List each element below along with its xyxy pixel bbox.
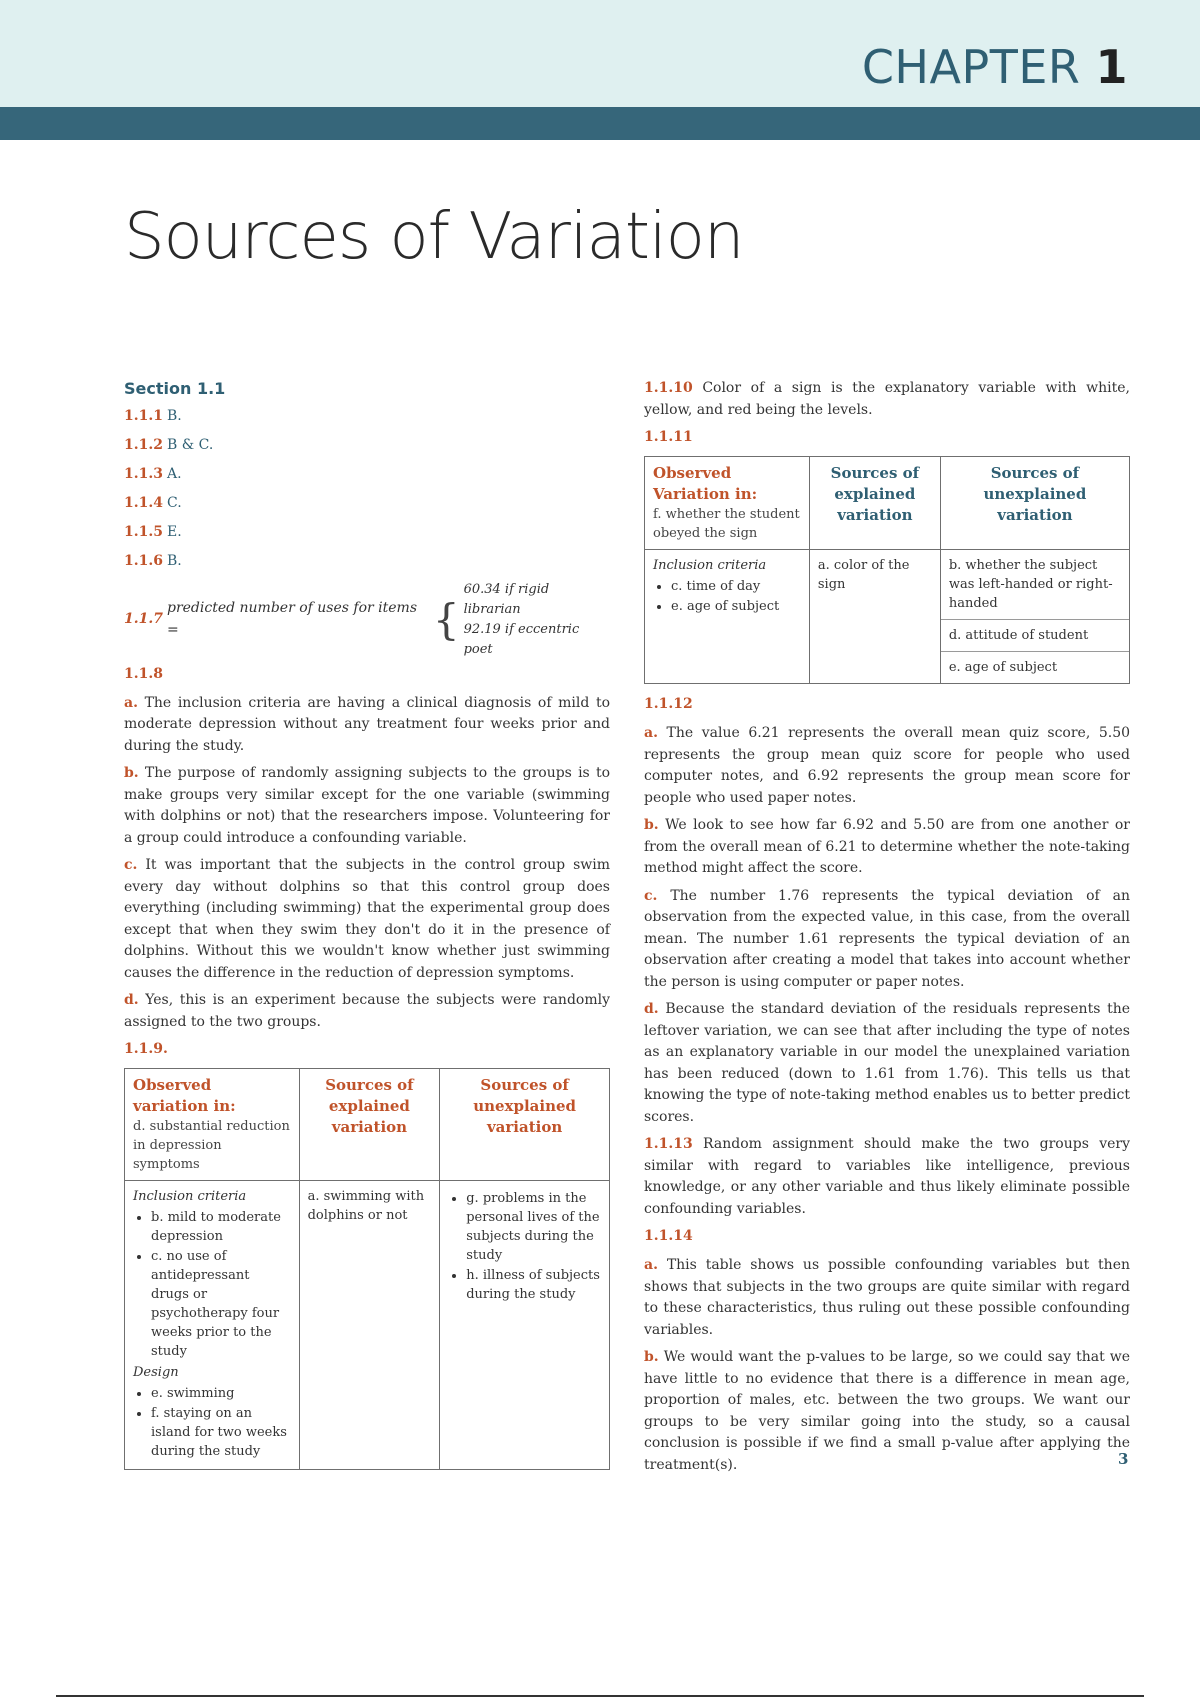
answer-text: It was important that the subjects in the control group swim every day without dolphins so that this control group does everything (including swimming) that the experimental group does except that when they swim they don't do it in the presence of dolphins. Without this we wouldn't know whether just swimming causes the difference in the reduction of depression symptoms. (124, 857, 610, 981)
unexplained-text: e. age of subject (948, 660, 1058, 675)
header-observed-title: Observed Variation in: (653, 464, 758, 503)
question-number: 1.1.2 (124, 436, 163, 453)
inclusion-list (653, 577, 801, 616)
cell-unexplained (440, 1181, 610, 1470)
answer-1-1-8-a (124, 693, 610, 758)
cell-criteria (645, 550, 810, 684)
question-number-1-1-12 (644, 694, 1130, 716)
header-explained (809, 457, 940, 550)
answer-text: The number 1.76 represents the typical deviation of an observation from the expected value, in this case, from the overall mean. The number 1.61 represents the typical deviation of an observation after creating a model that takes into account whether the person is using computer or paper notes. (644, 887, 1130, 990)
header-observed (125, 1069, 300, 1181)
question-number-1-1-9 (124, 1039, 610, 1061)
formula-case-2: 92.19 if eccentric poet (463, 621, 580, 657)
header-explained (299, 1069, 440, 1181)
answer-text: E. (166, 523, 182, 540)
chapter-label (862, 40, 1128, 94)
question-number: 1.1.6 (124, 552, 163, 569)
answer-1-1-6 (124, 551, 610, 573)
header-observed-sub: f. whether the student obeyed the sign (653, 507, 800, 541)
part-label: b. (124, 765, 139, 781)
answer-text: The value 6.21 represents the overall mean quiz score, 5.50 represents the group mean quiz score for people who used computer notes, and 6.92 represents the group mean score for people who used paper notes. (644, 725, 1131, 806)
answer-1-1-4 (124, 493, 610, 515)
list-item-text: b. mild to moderate depression (151, 1210, 281, 1244)
footer-rule (56, 1695, 1144, 1697)
answer-1-1-7-formula (124, 580, 610, 660)
answer-text: We would want the p-values to be large, so we could say that we have little to no evidence that there is a difference in mean age, proportion of males, etc. between the two groups. We want our groups to be very similar going into the study, so a causal conclusion is possible if we find a small p-value after applying the treatment(s). (644, 1349, 1131, 1473)
part-label: d. (644, 1001, 659, 1017)
list-item (466, 1189, 601, 1265)
answer-1-1-12-d (644, 999, 1130, 1128)
brace-symbol: { (432, 594, 460, 644)
answer-text: The inclusion criteria are having a clinical diagnosis of mild to moderate depression without any treatment four weeks prior and during the study. (124, 694, 610, 754)
question-number: 1.1.5 (124, 523, 163, 540)
answer-text: Random assignment should make the two groups very similar with regard to variables like intelligence, previous knowledge, or any other variable and thus likely eliminate possible confounding variables. (644, 1136, 1131, 1217)
list-item-text: e. swimming (151, 1386, 235, 1401)
variation-table-1-1-11 (644, 456, 1130, 684)
header-unexplained-title: Sources of unexplained variation (473, 1076, 577, 1136)
answer-1-1-2 (124, 435, 610, 457)
part-label: a. (124, 694, 138, 711)
table-header-row (645, 457, 1130, 550)
answer-1-1-3 (124, 464, 610, 486)
question-number: 1.1.4 (124, 494, 163, 511)
question-number: 1.1.11 (644, 429, 693, 445)
answer-1-1-12-a (644, 723, 1130, 809)
header-explained-title: Sources of explained variation (325, 1076, 414, 1136)
list-item (671, 597, 801, 616)
answer-text: This table shows us possible confounding variables but then shows that subjects in the two groups are quite similar with regard to these characteristics, thus ruling out these possible confounding variables. (644, 1257, 1131, 1338)
answer-text: B & C. (166, 436, 214, 453)
part-label: c. (644, 887, 658, 904)
formula-case-1: 60.34 if rigid librarian (463, 581, 550, 617)
cell-divider (941, 651, 1129, 652)
inclusion-label: Inclusion criteria (133, 1189, 247, 1204)
variation-table-1-1-9 (124, 1068, 610, 1470)
part-label: a. (644, 1257, 658, 1273)
answer-1-1-12-c (644, 886, 1130, 994)
header-unexplained-title: Sources of unexplained variation (983, 464, 1087, 524)
question-number: 1.1.1 (124, 407, 163, 424)
list-item-text: e. age of subject (671, 599, 780, 614)
design-list (133, 1384, 291, 1461)
table-row (125, 1181, 610, 1470)
question-number: 1.1.14 (644, 1228, 693, 1244)
header-unexplained (440, 1069, 610, 1181)
question-number: 1.1.3 (124, 465, 163, 482)
design-label: Design (133, 1365, 179, 1380)
list-item (151, 1208, 291, 1246)
answer-1-1-10 (644, 378, 1130, 421)
header-observed (645, 457, 810, 550)
question-number: 1.1.9. (124, 1041, 168, 1057)
list-item (466, 1266, 601, 1304)
answer-text: Yes, this is an experiment because the subjects were randomly assigned to the two groups. (124, 992, 610, 1030)
part-label: d. (124, 992, 139, 1008)
table-row (645, 550, 1130, 684)
header-explained-title: Sources of explained variation (830, 464, 920, 524)
inclusion-list (133, 1208, 291, 1361)
right-column (644, 378, 1130, 1482)
list-item-text: h. illness of subjects during the study (466, 1268, 600, 1302)
answer-text: The purpose of randomly assigning subjects to the groups is to make groups very similar except for the one variable (swimming with dolphins or not) that the researchers impose. Volunteering for a group could introduce a confounding variable. (124, 765, 611, 846)
table-header-row (125, 1069, 610, 1181)
list-item (151, 1247, 291, 1361)
question-number: 1.1.13 (644, 1136, 693, 1152)
answer-1-1-12-b (644, 815, 1130, 880)
answer-1-1-13 (644, 1134, 1130, 1220)
page-number: 3 (1118, 1450, 1129, 1468)
list-item (151, 1404, 291, 1461)
part-label: a. (644, 725, 658, 741)
header-unexplained (940, 457, 1129, 550)
question-number: 1.1.12 (644, 696, 693, 712)
chapter-word: CHAPTER (861, 40, 1081, 94)
answer-text: We look to see how far 6.92 and 5.50 are from one another or from the overall mean of 6.21 to determine whether the note-taking method might affect the score. (644, 817, 1131, 876)
section-heading: Section 1.1 (124, 379, 226, 398)
answer-1-1-8-c (124, 855, 610, 984)
question-number: 1.1.7 (124, 610, 163, 627)
explained-text: a. color of the sign (817, 558, 910, 592)
left-column (124, 378, 610, 1480)
list-item (151, 1384, 291, 1403)
answer-1-1-14-a (644, 1255, 1130, 1341)
formula-lhs: predicted number of uses for items = (166, 600, 418, 638)
unexplained-list (448, 1189, 601, 1304)
cell-unexplained (940, 550, 1129, 684)
answer-1-1-8-b (124, 763, 610, 849)
unexplained-text: d. attitude of student (948, 628, 1089, 643)
answer-text: Color of a sign is the explanatory variable with white, yellow, and red being the levels. (644, 380, 1130, 418)
formula-cases (464, 580, 610, 660)
answer-1-1-14-b (644, 1347, 1130, 1476)
list-item-text: c. no use of antidepressant drugs or psychotherapy four weeks prior to the study (151, 1249, 280, 1359)
answer-text: A. (166, 465, 182, 482)
question-number: 1.1.8 (124, 665, 163, 682)
cell-criteria (125, 1181, 300, 1470)
part-label: b. (644, 817, 659, 833)
part-label: c. (124, 857, 138, 873)
chapter-number: 1 (1095, 40, 1128, 94)
answer-text: B. (166, 552, 182, 569)
header-observed-sub: d. substantial reduction in depression symptoms (133, 1119, 290, 1172)
unexplained-text: b. whether the subject was left-handed or right-handed (948, 558, 1113, 611)
chapter-header-bar (0, 107, 1200, 140)
list-item-text: f. staying on an island for two weeks during the study (151, 1406, 287, 1459)
header-observed-title: Observed variation in: (133, 1076, 236, 1115)
answer-text: B. (166, 407, 182, 424)
page-title: Sources of Variation (124, 200, 744, 274)
question-number-1-1-8 (124, 664, 610, 686)
answer-1-1-8-d (124, 990, 610, 1033)
cell-explained (809, 550, 940, 684)
list-item-text: c. time of day (671, 579, 761, 594)
explained-text: a. swimming with dolphins or not (307, 1189, 425, 1223)
part-label: b. (644, 1349, 659, 1365)
answer-text: Because the standard deviation of the residuals represents the leftover variation, we can see that after including the type of notes as an explanatory variable in our model the unexplained variation has been reduced (down to 1.61 from 1.76). This tells us that knowing the type of note-taking method enables us to better predict scores. (644, 1001, 1130, 1125)
question-number-1-1-11 (644, 427, 1130, 449)
cell-divider (941, 619, 1129, 620)
answer-1-1-5 (124, 522, 610, 544)
answer-text: C. (166, 494, 182, 511)
list-item (671, 577, 801, 596)
cell-explained (299, 1181, 440, 1470)
question-number-1-1-14 (644, 1226, 1130, 1248)
answer-1-1-1 (124, 406, 610, 428)
inclusion-label: Inclusion criteria (653, 558, 767, 573)
list-item-text: g. problems in the personal lives of the subjects during the study (466, 1191, 600, 1263)
question-number: 1.1.10 (644, 380, 693, 396)
